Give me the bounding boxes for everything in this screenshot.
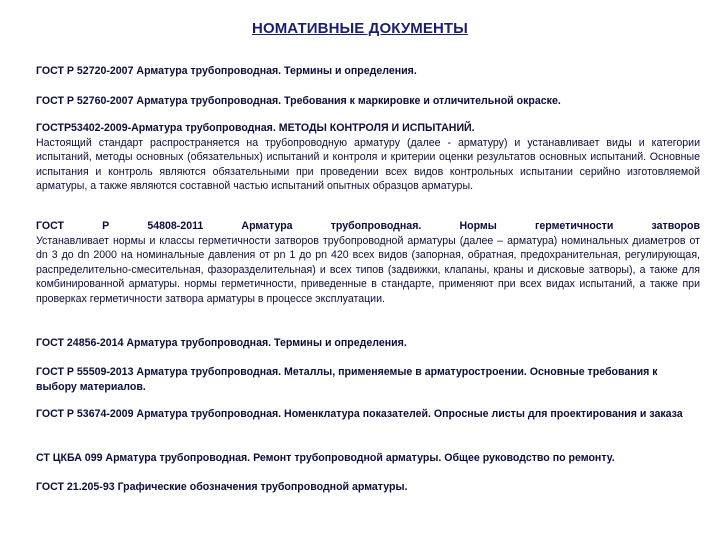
document-heading: ГОСТ 21.205-93 Графические обозначения трубопроводной арматуры. bbox=[36, 481, 408, 493]
document-entry-gost-21-205 bbox=[36, 480, 700, 495]
document-heading: ГОСТ Р 53674-2009 Арматура трубопроводная. Номенклатура показателей. Опросные листы для проектирования и заказа bbox=[36, 408, 683, 420]
document-entry-gost-53402 bbox=[36, 121, 700, 194]
document-entry-st-ckba-099 bbox=[36, 451, 700, 466]
document-entry-gost-24856 bbox=[36, 336, 700, 351]
document-entry-gost-53674 bbox=[36, 407, 700, 422]
document-heading: СТ ЦКБА 099 Арматура трубопроводная. Ремонт трубопроводной арматуры. Общее руководство по ремонту. bbox=[36, 452, 615, 464]
document-heading: ГОСТ Р 52720-2007 Арматура трубопроводная. Термины и определения. bbox=[36, 65, 417, 77]
document-heading: ГОСТ Р 54808-2011 Арматура трубопроводная. Нормы герметичности затворов bbox=[36, 220, 700, 232]
page-title: НОМАТИВНЫЕ ДОКУМЕНТЫ bbox=[252, 20, 468, 37]
document-entry-gost-54808 bbox=[36, 219, 700, 307]
document-description: Настоящий стандарт распространяется на трубопроводную арматуру (далее - арматуру) и устанавливает виды и категории испытаний, методы основных (обязательных) испытаний и контроля и критерии оценки результатов основных испытаний. Основные испытания и контроль являются обязательными при проведении всех видов контрольных испытании серийно изготовляемой арматуры, а также являются составной частью испытаний опытных образцов арматуры. bbox=[36, 136, 700, 193]
document-entry-gost-52720 bbox=[36, 64, 700, 79]
document-heading: ГОСТР53402-2009-Арматура трубопроводная. МЕТОДЫ КОНТРОЛЯ И ИСПЫТАНИЙ. bbox=[36, 122, 475, 134]
document-description: Устанавливает нормы и классы герметичности затворов трубопроводной арматуры (далее – арматура) номинальных диаметров от dn 3 до dn 2000 на номинальные давления от pn 1 до pn 420 всех видов (запорная, обратная, предохранительная, регулирующая, распределительно-смесительная, фазоразделительная) и всех типов (задвижки, клапаны, краны и дисковые затворы), а также для комбинированной арматуры. нормы герметичности, приведенные в стандарте, применяют при всех видах испытаний, а также при проверках герметичности затвора арматуры в процессе эксплуатации. bbox=[36, 234, 700, 305]
document-entry-gost-52760 bbox=[36, 94, 700, 109]
document-heading: ГОСТ Р 52760-2007 Арматура трубопроводная. Требования к маркировке и отличительной окраске. bbox=[36, 95, 561, 107]
document-entry-gost-55509 bbox=[36, 365, 700, 394]
document-heading: ГОСТ 24856-2014 Арматура трубопроводная. Термины и определения. bbox=[36, 337, 407, 349]
document-heading: ГОСТ Р 55509-2013 Арматура трубопроводная. Металлы, применяемые в арматуростроении. Основные требования к выбору материалов. bbox=[36, 366, 658, 393]
